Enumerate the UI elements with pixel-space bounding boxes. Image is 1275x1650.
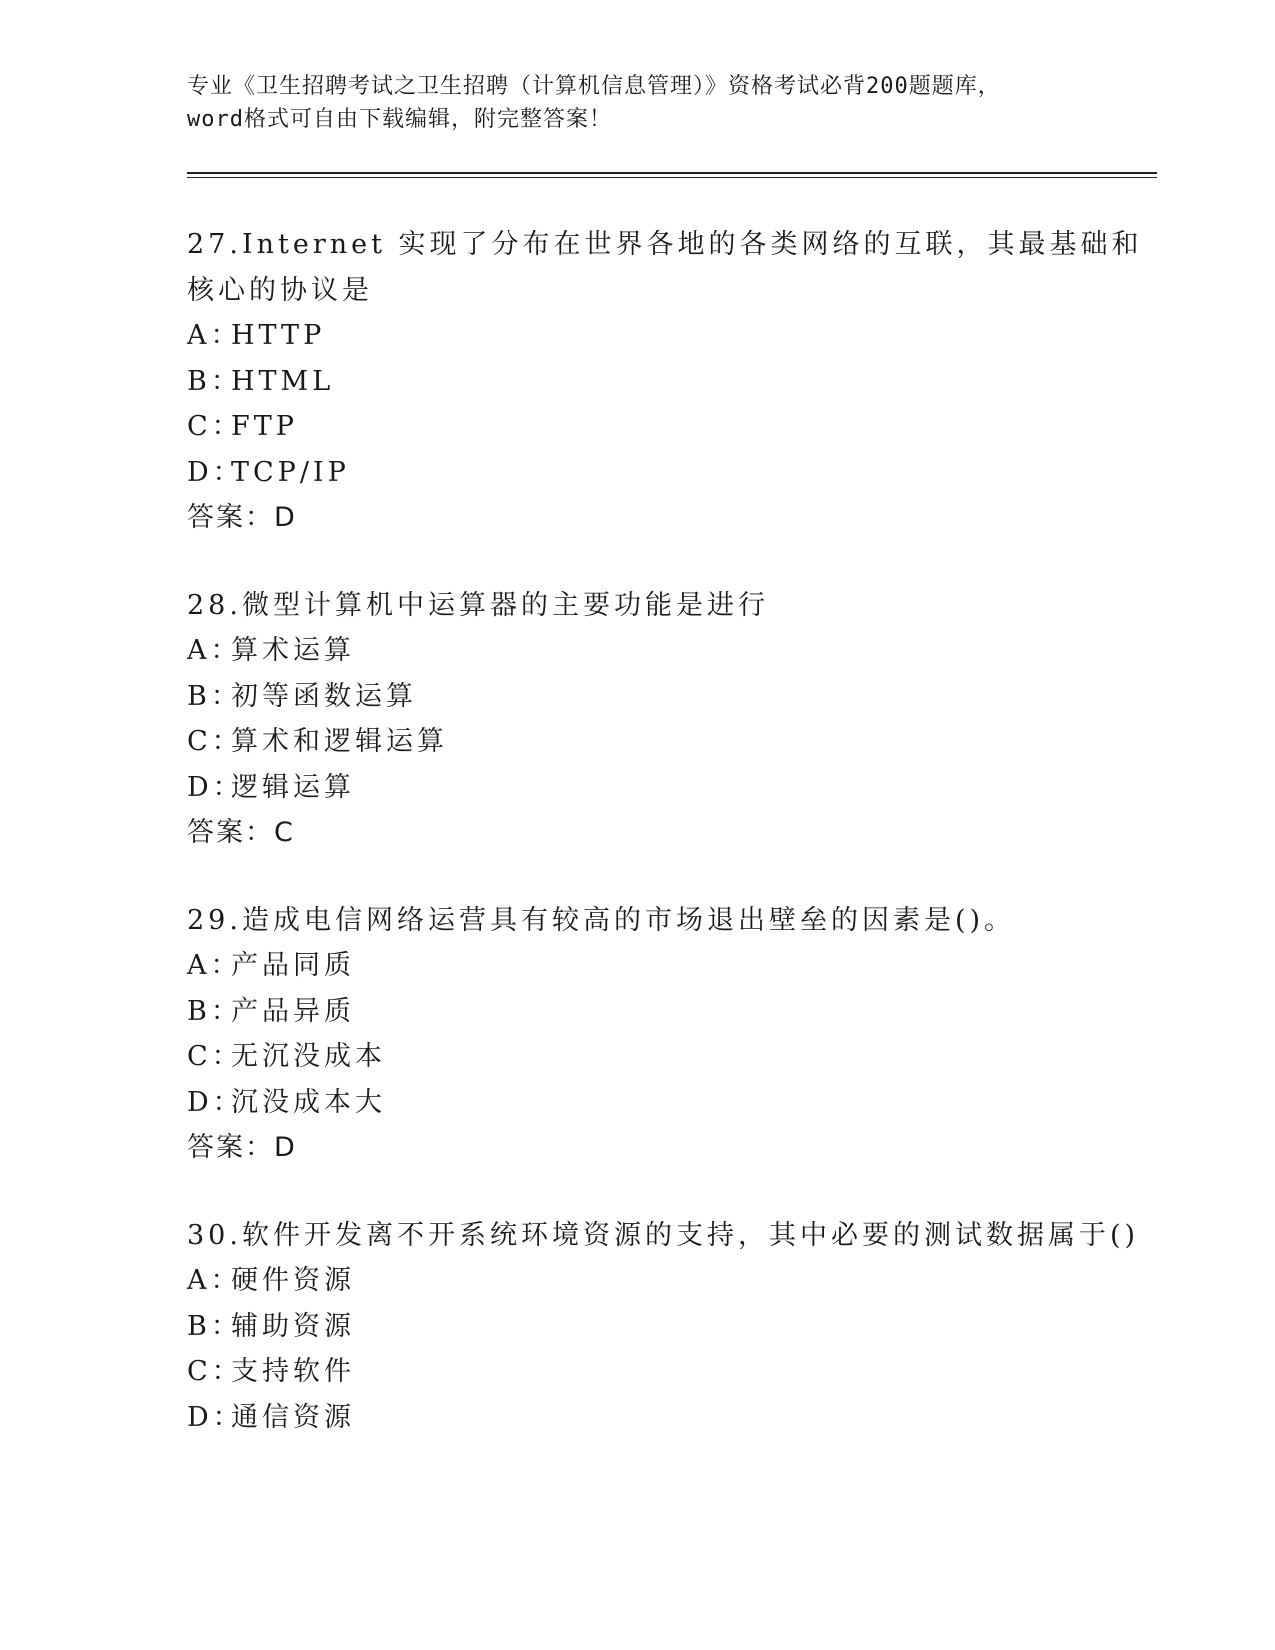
option-c [187,1034,1157,1080]
option-d [187,1395,1157,1441]
document-header [187,70,1157,136]
option-text: TCP/IP [231,456,350,488]
option-text: 产品同质 [231,950,355,981]
option-text: 无沉没成本 [231,1041,386,1072]
option-key: A： [187,950,242,981]
option-a [187,1258,1157,1304]
option-text: 算术和逻辑运算 [231,726,448,757]
option-text: 硬件资源 [231,1265,355,1296]
question-28 [187,583,1157,856]
option-b [187,674,1157,720]
header-divider [187,172,1157,178]
option-text: HTML [231,365,335,397]
question-text: 27.Internet 实现了分布在世界各地的各类网络的互联，其最基础和核心的协议是 [187,229,1143,306]
option-a [187,628,1157,674]
question-29 [187,898,1157,1171]
answer-value: D [274,1132,297,1163]
answer-label: 答案： [187,817,274,848]
header-line-2: word格式可自由下载编辑，附完整答案！ [187,107,612,132]
option-key: D： [187,771,244,803]
option-text: 沉没成本大 [231,1086,386,1118]
answer-line [187,495,1157,541]
option-key: B： [187,365,242,397]
option-text: 产品异质 [231,995,355,1027]
option-b [187,359,1157,405]
option-a [187,943,1157,989]
option-key: D： [187,456,244,488]
question-list [187,222,1157,1440]
option-text: 逻辑运算 [231,771,355,803]
option-key: B： [187,1310,242,1342]
answer-line [187,810,1157,856]
answer-value: D [274,502,297,533]
option-text: HTTP [231,320,326,351]
option-d [187,1080,1157,1126]
option-key: A： [187,635,242,666]
question-text: 30.软件开发离不开系统环境资源的支持，其中必要的测试数据属于() [187,1219,1140,1251]
option-c [187,1349,1157,1395]
option-text: 初等函数运算 [231,680,417,712]
answer-label: 答案： [187,502,274,533]
option-text: 支持软件 [231,1356,355,1387]
option-d [187,450,1157,496]
header-line-1: 专业《卫生招聘考试之卫生招聘（计算机信息管理）》资格考试必背200题题库， [187,74,1001,99]
option-text: FTP [231,411,298,442]
answer-value: C [274,817,295,848]
option-key: C： [187,726,243,757]
option-text: 通信资源 [231,1401,355,1433]
option-key: A： [187,320,242,351]
option-key: B： [187,680,242,712]
option-a [187,313,1157,359]
document-page [187,70,1157,1482]
option-c [187,404,1157,450]
question-text: 28.微型计算机中运算器的主要功能是进行 [187,589,769,621]
option-text: 辅助资源 [231,1310,355,1342]
option-b [187,989,1157,1035]
option-key: C： [187,1041,243,1072]
answer-label: 答案： [187,1132,274,1163]
option-d [187,765,1157,811]
answer-line [187,1125,1157,1171]
option-c [187,719,1157,765]
option-key: B： [187,995,242,1027]
option-key: C： [187,1356,243,1387]
question-27 [187,222,1157,541]
option-b [187,1304,1157,1350]
option-key: D： [187,1086,244,1118]
question-30 [187,1213,1157,1441]
option-key: A： [187,1265,242,1296]
option-text: 算术运算 [231,635,355,666]
option-key: C： [187,411,243,442]
option-key: D： [187,1401,244,1433]
question-text: 29.造成电信网络运营具有较高的市场退出壁垒的因素是()。 [187,904,1016,936]
